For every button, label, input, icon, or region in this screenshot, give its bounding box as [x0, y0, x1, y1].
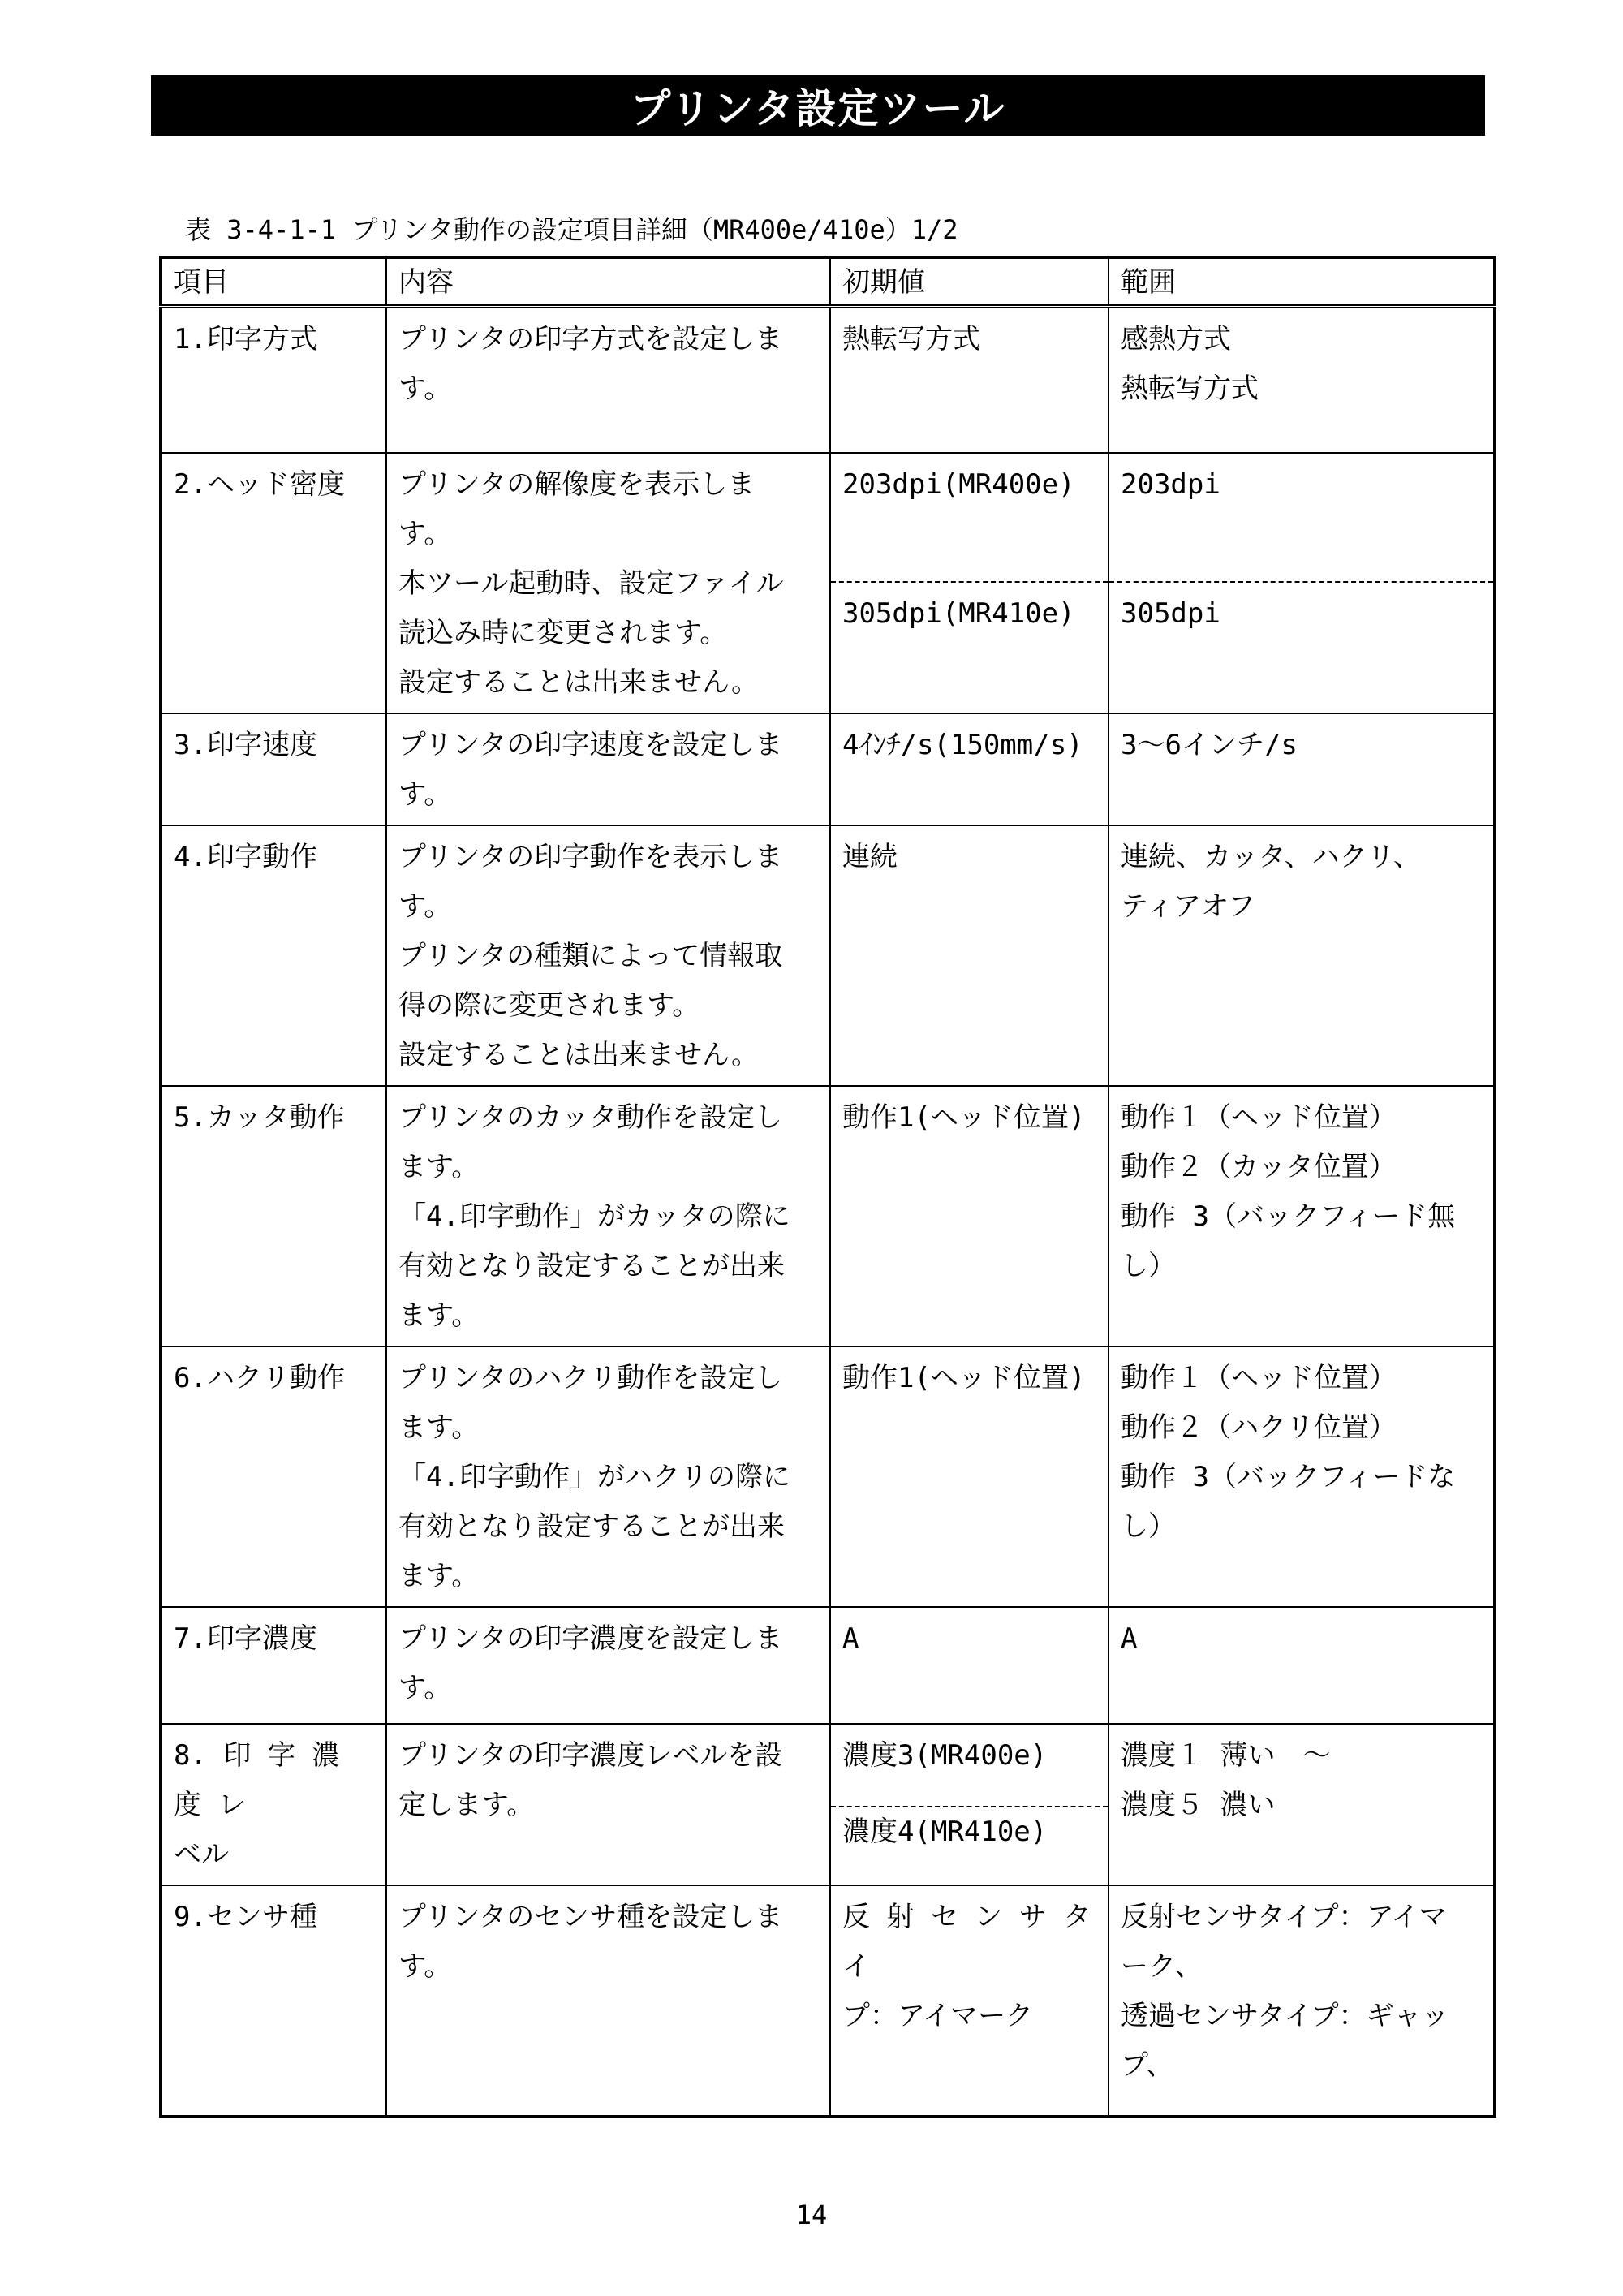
- cell-range: 連続、カッタ、ハクリ、 ティアオフ: [1109, 825, 1495, 1086]
- cell-content: プリンタの印字方式を設定しま す。: [386, 307, 830, 453]
- cell-range: 3～6インチ/s: [1109, 713, 1495, 825]
- column-header-range: 範囲: [1109, 257, 1495, 307]
- cell-range: 濃度１ 薄い ～ 濃度５ 濃い: [1109, 1724, 1495, 1885]
- cell-default: 203dpi(MR400e): [830, 453, 1109, 582]
- table-row: [161, 713, 1495, 825]
- cell-range: 305dpi: [1109, 582, 1495, 713]
- cell-default: 濃度3(MR400e): [830, 1724, 1109, 1807]
- table-row: [161, 453, 1495, 582]
- cell-item: 7.印字濃度: [161, 1607, 386, 1724]
- page-number: 14: [795, 2199, 828, 2230]
- cell-item: 8. 印 字 濃 度 レ ベル: [161, 1724, 386, 1885]
- table-row: [161, 1086, 1495, 1346]
- cell-default: 305dpi(MR410e): [830, 582, 1109, 713]
- table-row: [161, 1346, 1495, 1607]
- cell-default: 動作1(ヘッド位置): [830, 1086, 1109, 1346]
- cell-content: プリンタの印字濃度レベルを設 定します。: [386, 1724, 830, 1885]
- cell-default: 反 射 セ ン サ タ イ プ：アイマーク: [830, 1885, 1109, 2117]
- table-row: [161, 1724, 1495, 1807]
- table-row: [161, 307, 1495, 453]
- cell-default: 動作1(ヘッド位置): [830, 1346, 1109, 1607]
- column-header-default: 初期値: [830, 257, 1109, 307]
- cell-item: 2.ヘッド密度: [161, 453, 386, 713]
- cell-item: 1.印字方式: [161, 307, 386, 453]
- table-header-row: [161, 257, 1495, 307]
- cell-range: 反射センサタイプ：アイマ ーク、 透過センサタイプ：ギャッ プ、: [1109, 1885, 1495, 2117]
- cell-range: 感熱方式 熱転写方式: [1109, 307, 1495, 453]
- cell-content: プリンタの印字速度を設定しま す。: [386, 713, 830, 825]
- cell-item: 3.印字速度: [161, 713, 386, 825]
- table-row: [161, 825, 1495, 1086]
- cell-item: 5.カッタ動作: [161, 1086, 386, 1346]
- cell-content: プリンタの解像度を表示しま す。 本ツール起動時、設定ファイル 読込み時に変更されます。 設定することは出来ません。: [386, 453, 830, 713]
- table-caption: 表 3-4-1-1 プリンタ動作の設定項目詳細（MR400e/410e）1/2: [185, 214, 958, 245]
- cell-default: 濃度4(MR410e): [830, 1807, 1109, 1885]
- column-header-content: 内容: [386, 257, 830, 307]
- cell-content: プリンタのセンサ種を設定しま す。: [386, 1885, 830, 2117]
- page-title: プリンタ設定ツール: [151, 75, 1485, 136]
- cell-content: プリンタのハクリ動作を設定し ます。 「4.印字動作」がハクリの際に 有効となり設定することが出来 ます。: [386, 1346, 830, 1607]
- cell-range: 動作１（ヘッド位置） 動作２（カッタ位置） 動作 3（バックフィード無 し）: [1109, 1086, 1495, 1346]
- table-row: [161, 1885, 1495, 2117]
- settings-table: [159, 256, 1496, 2118]
- cell-range: A: [1109, 1607, 1495, 1724]
- cell-content: プリンタの印字濃度を設定しま す。: [386, 1607, 830, 1724]
- cell-item: 9.センサ種: [161, 1885, 386, 2117]
- cell-default: 熱転写方式: [830, 307, 1109, 453]
- cell-range: 203dpi: [1109, 453, 1495, 582]
- cell-range: 動作１（ヘッド位置） 動作２（ハクリ位置） 動作 3（バックフィードな し）: [1109, 1346, 1495, 1607]
- column-header-item: 項目: [161, 257, 386, 307]
- cell-item: 6.ハクリ動作: [161, 1346, 386, 1607]
- cell-default: A: [830, 1607, 1109, 1724]
- table-row: [161, 1607, 1495, 1724]
- cell-default: 4ｲﾝﾁ/s(150mm/s): [830, 713, 1109, 825]
- cell-content: プリンタの印字動作を表示しま す。 プリンタの種類によって情報取 得の際に変更されます。 設定することは出来ません。: [386, 825, 830, 1086]
- cell-content: プリンタのカッタ動作を設定し ます。 「4.印字動作」がカッタの際に 有効となり設定することが出来 ます。: [386, 1086, 830, 1346]
- cell-default: 連続: [830, 825, 1109, 1086]
- cell-item: 4.印字動作: [161, 825, 386, 1086]
